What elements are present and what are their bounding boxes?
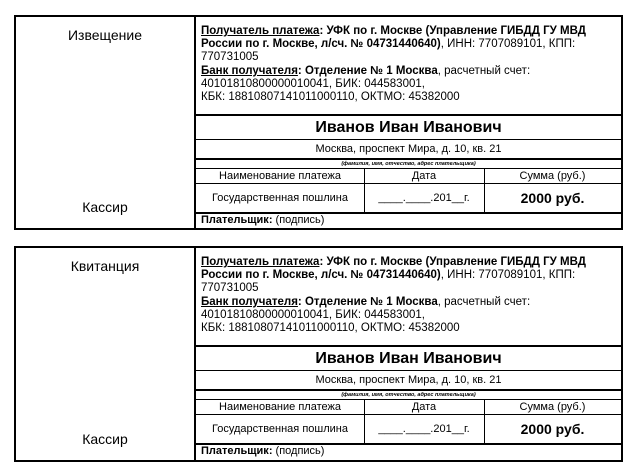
payee-label: Получатель платежа bbox=[201, 256, 320, 268]
signer-value: (подпись) bbox=[272, 214, 325, 226]
receipt-details bbox=[196, 248, 621, 460]
payment-name: Государственная пошлина bbox=[212, 192, 348, 204]
bank-account: , расчетный счет: 40101810800000010041, БИК: 044583001, bbox=[201, 295, 531, 321]
payment-date: ____.____.201__г. bbox=[378, 423, 470, 435]
payee-name: : УФК по г. Москве (Управление ГИБДД ГУ МВД России по г. Москве, л/сч. № 04731440640) bbox=[201, 25, 586, 51]
col-header-sum: Сумма (руб.) bbox=[519, 401, 586, 413]
divider bbox=[196, 114, 621, 116]
divider bbox=[196, 139, 621, 140]
payee-name: : УФК по г. Москве (Управление ГИБДД ГУ МВД России по г. Москве, л/сч. № 04731440640) bbox=[201, 256, 586, 282]
col-header-date: Дата bbox=[411, 170, 437, 182]
signer-line bbox=[201, 214, 324, 227]
payer-address: Москва, проспект Мира, д. 10, кв. 21 bbox=[315, 374, 502, 386]
receipt-left-column bbox=[16, 248, 196, 460]
column-divider bbox=[484, 169, 485, 213]
bank-name: : Отделение № 1 Москва bbox=[297, 64, 438, 77]
payee-block bbox=[201, 25, 617, 104]
signer-value: (подпись) bbox=[272, 445, 325, 457]
bank-name: : Отделение № 1 Москва bbox=[297, 295, 438, 308]
col-header-name: Наименование платежа bbox=[219, 170, 341, 182]
cashier-label: Кассир bbox=[82, 199, 128, 215]
notice-title: Извещение bbox=[67, 27, 143, 43]
col-header-sum: Сумма (руб.) bbox=[519, 170, 586, 182]
col-header-date: Дата bbox=[411, 401, 437, 413]
payer-name: Иванов Иван Иванович bbox=[315, 119, 502, 136]
signer-line bbox=[201, 445, 324, 458]
payee-ids: , ИНН: 7707089101, КПП: 770731005 bbox=[201, 269, 576, 295]
budget-codes: КБК: 18810807141011000110, ОКТМО: 45382000 bbox=[201, 322, 460, 335]
payer-name: Иванов Иван Иванович bbox=[315, 350, 502, 367]
payer-address: Москва, проспект Мира, д. 10, кв. 21 bbox=[315, 143, 502, 155]
signer-label: Плательщик: bbox=[201, 214, 273, 226]
notice-details bbox=[196, 17, 621, 228]
payment-sum: 2000 руб. bbox=[520, 190, 585, 206]
bank-account: , расчетный счет: 40101810800000010041, БИК: 044583001, bbox=[201, 64, 531, 90]
receipt-form bbox=[14, 246, 623, 462]
budget-codes: КБК: 18810807141011000110, ОКТМО: 45382000 bbox=[201, 91, 460, 104]
bank-label: Банк получателя bbox=[201, 295, 298, 308]
payer-hint: (фамилия, имя, отчество, адрес плательщика) bbox=[341, 392, 476, 398]
receipt-title: Квитанция bbox=[70, 258, 140, 274]
payment-date: ____.____.201__г. bbox=[378, 192, 470, 204]
payer-hint: (фамилия, имя, отчество, адрес плательщика) bbox=[341, 161, 476, 167]
divider bbox=[196, 345, 621, 347]
payment-table bbox=[196, 169, 621, 213]
payment-name: Государственная пошлина bbox=[212, 423, 348, 435]
column-divider bbox=[364, 169, 365, 213]
payee-block bbox=[201, 256, 617, 335]
col-header-name: Наименование платежа bbox=[219, 401, 341, 413]
notice-form bbox=[14, 15, 623, 230]
payee-ids: , ИНН: 7707089101, КПП: 770731005 bbox=[201, 38, 576, 64]
payee-label: Получатель платежа bbox=[201, 25, 320, 37]
column-divider bbox=[364, 400, 365, 444]
column-divider bbox=[484, 400, 485, 444]
payment-sum: 2000 руб. bbox=[520, 421, 585, 437]
bank-label: Банк получателя bbox=[201, 64, 298, 77]
payment-table bbox=[196, 400, 621, 444]
signer-label: Плательщик: bbox=[201, 445, 273, 457]
divider bbox=[196, 370, 621, 371]
notice-left-column bbox=[16, 17, 196, 228]
cashier-label: Кассир bbox=[82, 431, 128, 447]
